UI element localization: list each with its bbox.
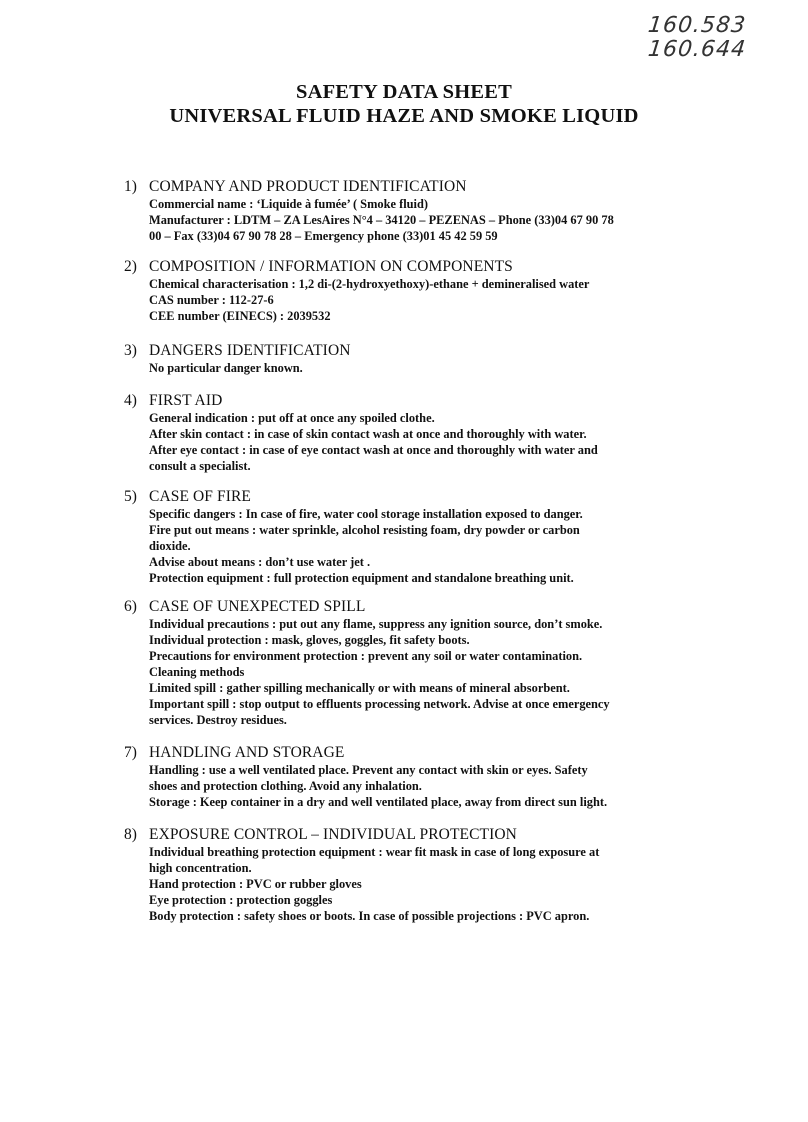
section-text-line: CEE number (EINECS) : 2039532 — [149, 309, 331, 323]
section-heading: EXPOSURE CONTROL – INDIVIDUAL PROTECTION — [149, 826, 517, 843]
section-text-line: Cleaning methods — [149, 665, 245, 679]
section-text-line: General indication : put off at once any spoiled clothe. — [149, 411, 435, 425]
section-body — [149, 360, 654, 376]
section-text-line: services. Destroy residues. — [149, 713, 287, 727]
section-heading: CASE OF FIRE — [149, 488, 251, 505]
section-text-line: Individual precautions : put out any flame, suppress any ignition source, don’t smoke. — [149, 617, 603, 631]
section-5 — [124, 488, 654, 586]
handwritten-reference-note — [648, 14, 746, 62]
section-text-line: Precautions for environment protection : prevent any soil or water contamination. — [149, 649, 583, 663]
section-heading: HANDLING AND STORAGE — [149, 744, 345, 761]
section-body — [149, 410, 654, 474]
section-number: 8) — [124, 826, 137, 843]
section-number: 7) — [124, 744, 137, 761]
section-text-line: Fire put out means : water sprinkle, alcohol resisting foam, dry powder or carbon — [149, 523, 580, 537]
section-number: 3) — [124, 342, 137, 359]
section-1 — [124, 178, 654, 244]
section-heading: COMPANY AND PRODUCT IDENTIFICATION — [149, 178, 467, 195]
section-text-line: dioxide. — [149, 539, 191, 553]
section-6 — [124, 598, 654, 728]
section-body — [149, 762, 654, 810]
section-body — [149, 196, 654, 244]
section-text-line: Hand protection : PVC or rubber gloves — [149, 877, 362, 891]
section-text-line: Protection equipment : full protection equipment and standalone breathing unit. — [149, 571, 574, 585]
section-number: 5) — [124, 488, 137, 505]
section-text-line: Body protection : safety shoes or boots. In case of possible projections : PVC apron. — [149, 909, 590, 923]
section-text-line: Handling : use a well ventilated place. Prevent any contact with skin or eyes. Safety — [149, 763, 588, 777]
section-4 — [124, 392, 654, 474]
section-number: 6) — [124, 598, 137, 615]
section-text-line: Eye protection : protection goggles — [149, 893, 333, 907]
section-text-line: Limited spill : gather spilling mechanically or with means of mineral absorbent. — [149, 681, 570, 695]
section-text-line: After eye contact : in case of eye contact wash at once and thoroughly with water and — [149, 443, 598, 457]
section-3 — [124, 342, 654, 376]
section-8 — [124, 826, 654, 924]
document-title-line-2: UNIVERSAL FLUID HAZE AND SMOKE LIQUID — [169, 105, 639, 127]
section-heading: DANGERS IDENTIFICATION — [149, 342, 351, 359]
section-text-line: Specific dangers : In case of fire, water cool storage installation exposed to danger. — [149, 507, 583, 521]
section-text-line: Advise about means : don’t use water jet . — [149, 555, 371, 569]
section-body — [149, 506, 654, 586]
section-7 — [124, 744, 654, 810]
section-heading: COMPOSITION / INFORMATION ON COMPONENTS — [149, 258, 513, 275]
section-text-line: consult a specialist. — [149, 459, 251, 473]
handwritten-note-line-2: 160.644 — [646, 37, 748, 62]
section-body — [149, 844, 654, 924]
section-body — [149, 616, 654, 728]
section-text-line: Individual breathing protection equipment : wear fit mask in case of long exposure at — [149, 845, 600, 859]
section-text-line: No particular danger known. — [149, 361, 303, 375]
section-text-line: shoes and protection clothing. Avoid any inhalation. — [149, 779, 422, 793]
section-text-line: Storage : Keep container in a dry and well ventilated place, away from direct sun light. — [149, 795, 608, 809]
section-text-line: After skin contact : in case of skin contact wash at once and thoroughly with water. — [149, 427, 587, 441]
section-number: 4) — [124, 392, 137, 409]
section-body — [149, 276, 654, 324]
section-text-line: Chemical characterisation : 1,2 di-(2-hydroxyethoxy)-ethane + demineralised water — [149, 277, 590, 291]
section-heading: CASE OF UNEXPECTED SPILL — [149, 598, 366, 615]
section-number: 1) — [124, 178, 137, 195]
handwritten-note-line-1: 160.583 — [646, 13, 748, 38]
section-text-line: Commercial name : ‘Liquide à fumée’ ( Smoke fluid) — [149, 197, 428, 211]
section-text-line: Important spill : stop output to effluents processing network. Advise at once emergency — [149, 697, 610, 711]
section-text-line: 00 – Fax (33)04 67 90 78 28 – Emergency phone (33)01 45 42 59 59 — [149, 229, 498, 243]
document-title — [0, 80, 808, 128]
section-text-line: Individual protection : mask, gloves, goggles, fit safety boots. — [149, 633, 470, 647]
section-text-line: Manufacturer : LDTM – ZA LesAires N°4 – 34120 – PEZENAS – Phone (33)04 67 90 78 — [149, 213, 614, 227]
section-2 — [124, 258, 654, 324]
section-heading: FIRST AID — [149, 392, 223, 409]
section-text-line: high concentration. — [149, 861, 252, 875]
section-number: 2) — [124, 258, 137, 275]
document-title-line-1: SAFETY DATA SHEET — [295, 81, 513, 103]
section-text-line: CAS number : 112-27-6 — [149, 293, 274, 307]
